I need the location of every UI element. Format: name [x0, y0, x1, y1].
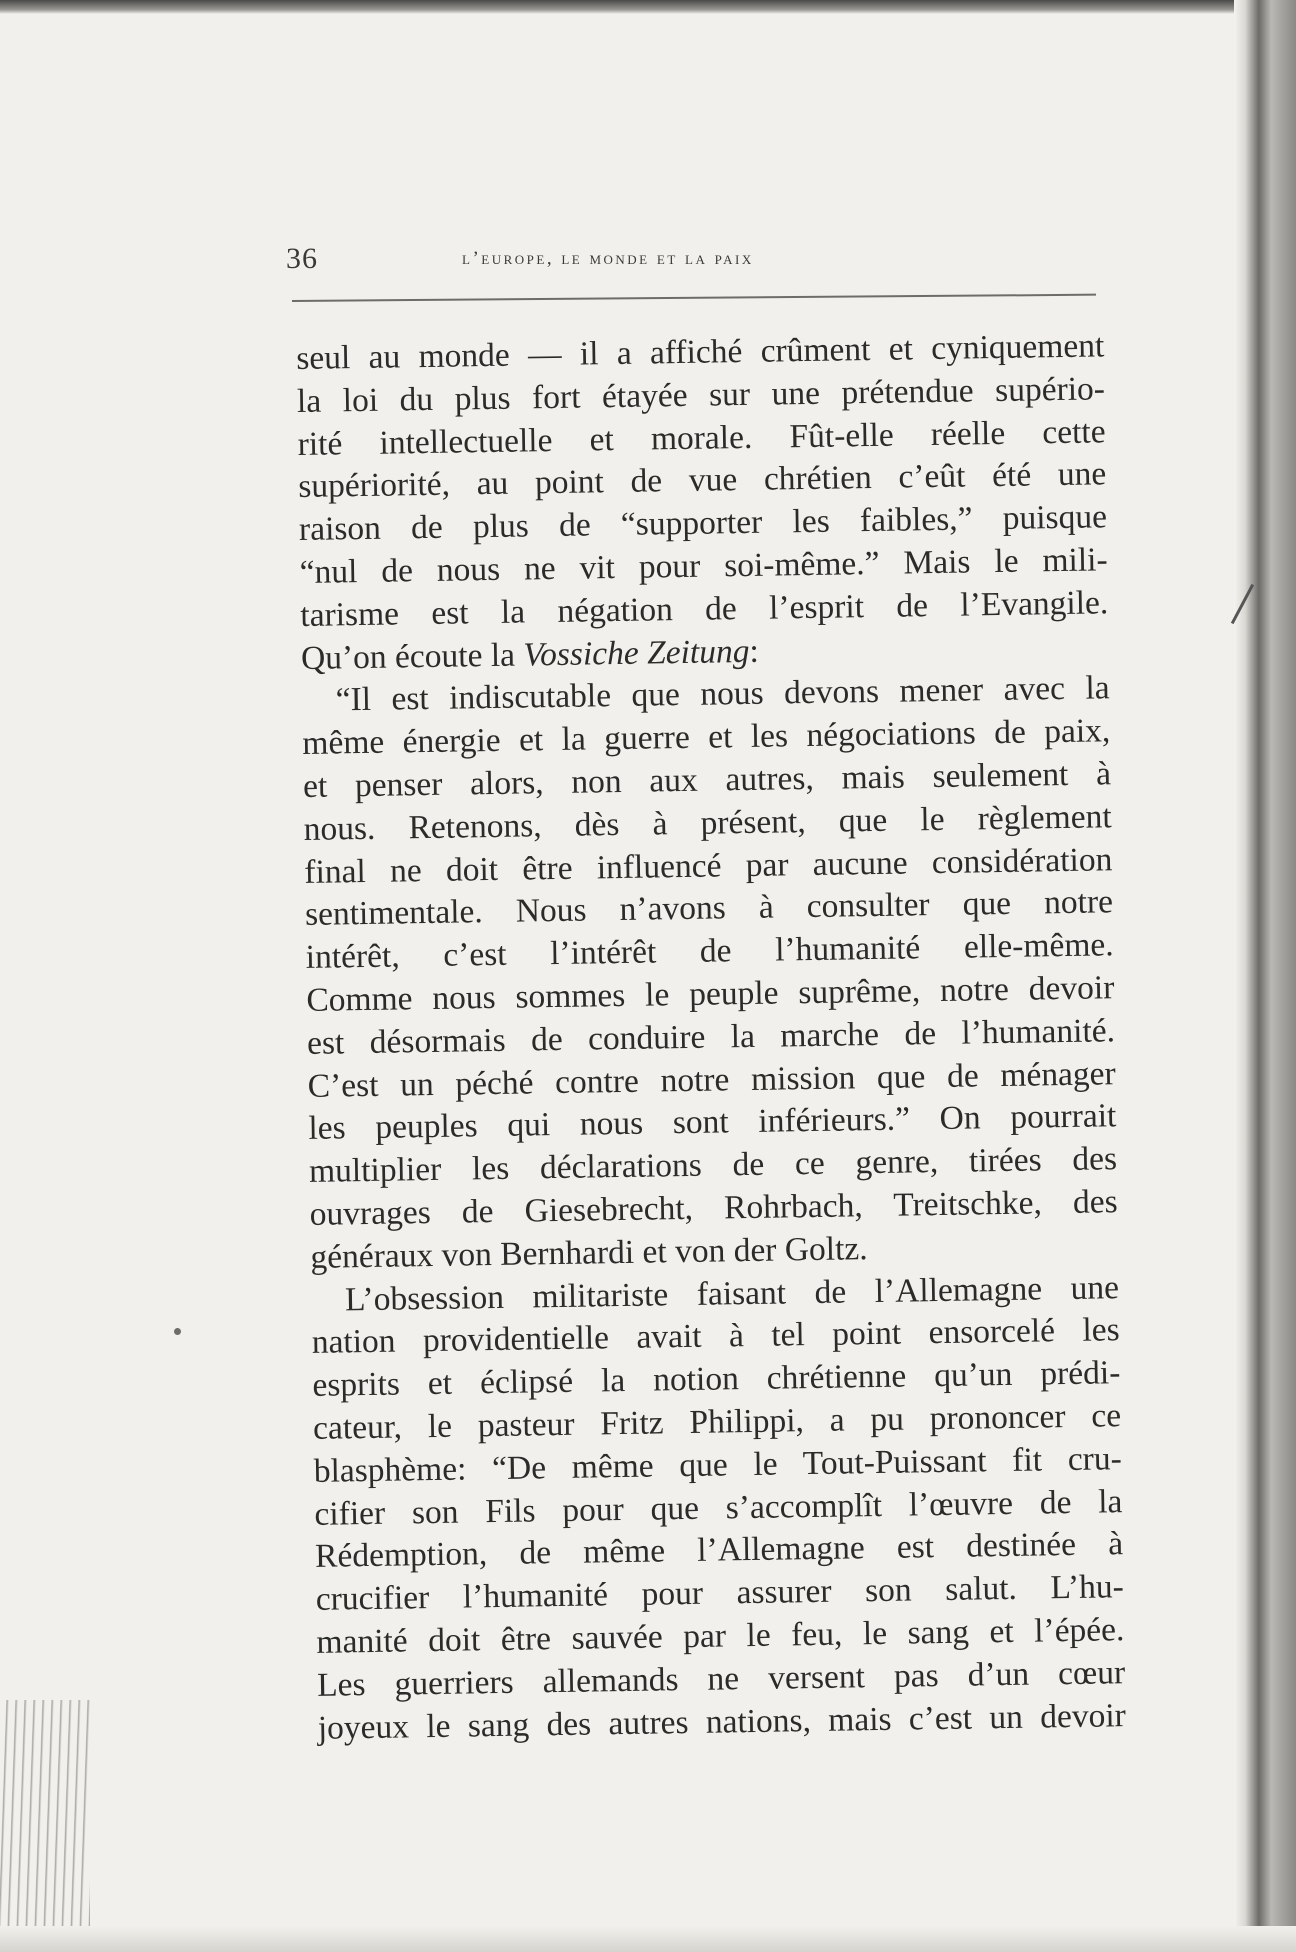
text-line: seul au monde — il a affiché crûment et cyniquement [296, 327, 1105, 377]
text-line: esprits et éclipsé la notion chrétienne qu’un prédi- [312, 1354, 1121, 1404]
text-line: Les guerriers allemands ne versent pas d’un cœur [316, 1653, 1126, 1704]
text-line: raison de plus de “supporter les faibles,” puisque [298, 498, 1108, 549]
text-line: rité intellectuelle et morale. Fût-elle réelle cette [297, 412, 1106, 463]
newspaper-title: Vossiche Zeitung [523, 632, 750, 674]
text-line: C’est un péché contre notre mission que de ménager [307, 1054, 1116, 1105]
text-line: joyeux le sang des autres nations, mais c’est un devoir [317, 1696, 1127, 1747]
page-stack-edge [0, 1700, 90, 1952]
text-fragment: : [749, 632, 760, 670]
text-line: les peuples qui nous sont inférieurs.” On pourrait [308, 1097, 1117, 1148]
text-line: la loi du plus fort étayée sur une prétendue supério- [296, 370, 1106, 420]
text-line: Comme nous sommes le peuple suprême, notre devoir [306, 969, 1115, 1019]
header-rule [292, 294, 1096, 302]
page-bottom-edge [0, 1926, 1296, 1952]
text-line: tarisme est la négation de l’esprit de l’Evangile. [300, 584, 1109, 634]
text-line: cateur, le pasteur Fritz Philippi, a pu prononcer ce [312, 1397, 1122, 1447]
book-gutter-edge [1234, 0, 1296, 1952]
text-line: cifier son Fils pour que s’accomplît l’œuvre de la [314, 1482, 1123, 1533]
running-header [286, 242, 1098, 282]
scan-speck [174, 1328, 181, 1335]
text-line: nous. Retenons, dès à présent, que le règlement [303, 798, 1112, 848]
text-line: généraux von Bernhardi et von der Goltz. [310, 1229, 868, 1276]
text-line: multiplier les déclarations de ce genre, tirées des [308, 1140, 1118, 1191]
text-fragment: Qu’on écoute la [300, 636, 524, 677]
text-line: supériorité, au point de vue chrétien c’eût été une [298, 455, 1107, 506]
text-line: “Il est indiscutable que nous devons mener avec la [335, 669, 1110, 719]
text-line: est désormais de conduire la marche de l’humanité. [306, 1011, 1116, 1062]
text-line: nation providentielle avait à tel point ensorcelé les [311, 1311, 1120, 1362]
text-line: Rédemption, de même l’Allemagne est destinée à [314, 1525, 1124, 1576]
text-line: blasphème: “De même que le Tout-Puissant fit cru- [313, 1439, 1122, 1490]
text-line: final ne doit être influencé par aucune considération [304, 840, 1113, 891]
text-line: L’obsession militariste faisant de l’Allemagne une [344, 1268, 1120, 1318]
body-text [296, 325, 1126, 1750]
page-number: 36 [286, 242, 318, 275]
running-title: l’europe, le monde et la paix [462, 248, 754, 269]
text-line: sentimentale. Nous n’avons à consulter que notre [304, 883, 1114, 934]
scan-top-edge [0, 0, 1296, 14]
text-line: même énergie et la guerre et les négociations de paix, [302, 712, 1111, 763]
text-line: et penser alors, non aux autres, mais seulement à [302, 755, 1112, 805]
text-line: “nul de nous ne vit pour soi-même.” Mais le mili- [299, 541, 1108, 591]
text-line: manité doit être sauvée par le feu, le sang et l’épée. [316, 1611, 1125, 1661]
text-line: ouvrages de Giesebrecht, Rohrbach, Treitschke, des [309, 1183, 1118, 1233]
text-line: intérêt, c’est l’intérêt de l’humanité elle-même. [305, 926, 1114, 977]
text-line: crucifier l’humanité pour assurer son salut. L’hu- [315, 1568, 1125, 1618]
